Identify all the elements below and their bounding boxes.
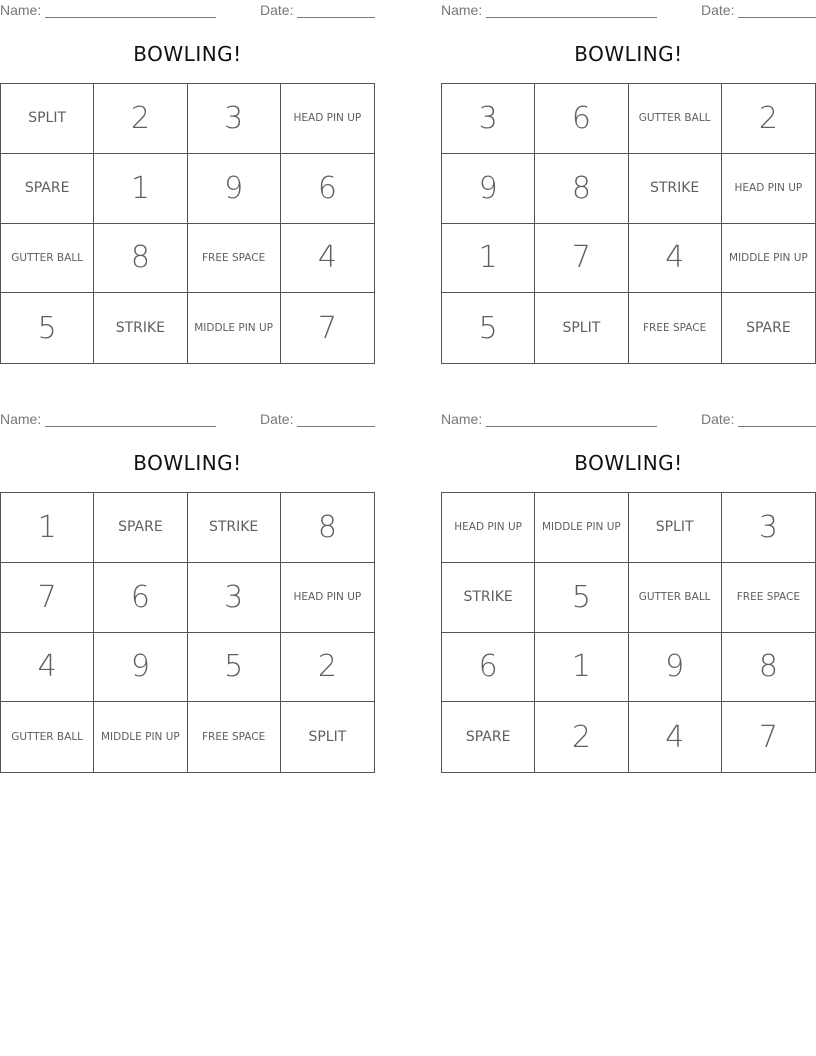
date-line (738, 17, 816, 18)
bingo-cell: SPLIT (1, 84, 94, 154)
card-title: BOWLING! (574, 42, 683, 66)
bingo-grid (441, 492, 816, 773)
bingo-cell: 3 (188, 84, 281, 154)
name-label: Name: (0, 2, 42, 18)
name-line (45, 17, 216, 18)
bingo-cell: 2 (722, 84, 815, 154)
bingo-cell: 9 (94, 633, 187, 703)
bingo-cell: 8 (722, 633, 815, 703)
bingo-cell: FREE SPACE (722, 563, 815, 633)
bingo-cell: MIDDLE PIN UP (188, 293, 281, 363)
bingo-cell: SPARE (442, 702, 535, 772)
card-title: BOWLING! (574, 451, 683, 475)
card-header (441, 409, 816, 431)
bingo-cell: HEAD PIN UP (722, 154, 815, 224)
name-line (45, 426, 216, 427)
bingo-cell: 6 (281, 154, 374, 224)
bingo-cell: MIDDLE PIN UP (94, 702, 187, 772)
bingo-cell: 7 (1, 563, 94, 633)
name-label: Name: (441, 2, 483, 18)
bingo-cell: GUTTER BALL (629, 563, 722, 633)
bingo-cell: 5 (535, 563, 628, 633)
bingo-cell: 1 (442, 224, 535, 294)
card-title: BOWLING! (133, 451, 242, 475)
bingo-cell: 1 (1, 493, 94, 563)
bingo-cell: 9 (188, 154, 281, 224)
bingo-cell: MIDDLE PIN UP (535, 493, 628, 563)
bingo-grid (0, 492, 375, 773)
bingo-cell: 4 (1, 633, 94, 703)
bingo-cell: 7 (317, 310, 337, 346)
bingo-cell: 6 (535, 84, 628, 154)
bingo-cell: 7 (758, 719, 778, 755)
bingo-card-4 (441, 409, 816, 774)
bingo-cell: 6 (442, 633, 535, 703)
bingo-cell: SPLIT (629, 493, 722, 563)
date-label: Date: (701, 2, 735, 18)
bingo-cell: SPLIT (535, 293, 628, 363)
bingo-cell: 5 (442, 293, 535, 363)
bingo-cell: STRIKE (94, 293, 187, 363)
date-label: Date: (260, 2, 294, 18)
card-header (0, 0, 375, 22)
bingo-card-2 (441, 0, 816, 365)
bingo-cell: 3 (442, 84, 535, 154)
bingo-card-3 (0, 409, 375, 774)
bingo-cell: GUTTER BALL (1, 224, 94, 294)
bingo-cell: 9 (442, 154, 535, 224)
name-label: Name: (0, 411, 42, 427)
bingo-cell: 2 (281, 633, 374, 703)
bingo-cell: 4 (629, 224, 722, 294)
bingo-cell: HEAD PIN UP (281, 84, 374, 154)
date-label: Date: (260, 411, 294, 427)
bingo-cell: 7 (535, 224, 628, 294)
bingo-cell: GUTTER BALL (1, 702, 94, 772)
bingo-cell: 4 (281, 224, 374, 294)
bingo-cell: 8 (281, 493, 374, 563)
bingo-cell: 9 (629, 633, 722, 703)
bingo-cell: 4 (629, 702, 722, 772)
bingo-cell: 5 (1, 293, 94, 363)
bingo-cell: 8 (535, 154, 628, 224)
date-line (297, 426, 375, 427)
card-title: BOWLING! (133, 42, 242, 66)
bingo-cell: FREE SPACE (629, 293, 722, 363)
bingo-cell: HEAD PIN UP (281, 563, 374, 633)
bingo-cell: SPLIT (308, 729, 347, 746)
bingo-cell: 5 (188, 633, 281, 703)
bingo-cell: FREE SPACE (188, 702, 281, 772)
bingo-cell: STRIKE (442, 563, 535, 633)
date-line (738, 426, 816, 427)
bingo-cell: HEAD PIN UP (442, 493, 535, 563)
name-line (486, 17, 657, 18)
bingo-cell: STRIKE (188, 493, 281, 563)
bingo-cell: 6 (94, 563, 187, 633)
bingo-cell: 1 (535, 633, 628, 703)
bingo-cell: 1 (94, 154, 187, 224)
date-line (297, 17, 375, 18)
bingo-cell: STRIKE (629, 154, 722, 224)
bingo-cell: SPARE (746, 320, 791, 337)
name-line (486, 426, 657, 427)
card-header (441, 0, 816, 22)
bingo-cell: FREE SPACE (188, 224, 281, 294)
bingo-cell: 8 (94, 224, 187, 294)
date-label: Date: (701, 411, 735, 427)
bingo-cell: 2 (94, 84, 187, 154)
bingo-cell: SPARE (1, 154, 94, 224)
bingo-cell: 3 (722, 493, 815, 563)
bingo-cell: 2 (535, 702, 628, 772)
bingo-cell: MIDDLE PIN UP (722, 224, 815, 294)
bingo-card-1 (0, 0, 375, 365)
bingo-cell: SPARE (94, 493, 187, 563)
bingo-cell: 3 (188, 563, 281, 633)
name-label: Name: (441, 411, 483, 427)
bingo-grid (441, 83, 816, 364)
bingo-grid (0, 83, 375, 364)
bingo-cell: GUTTER BALL (629, 84, 722, 154)
card-header (0, 409, 375, 431)
